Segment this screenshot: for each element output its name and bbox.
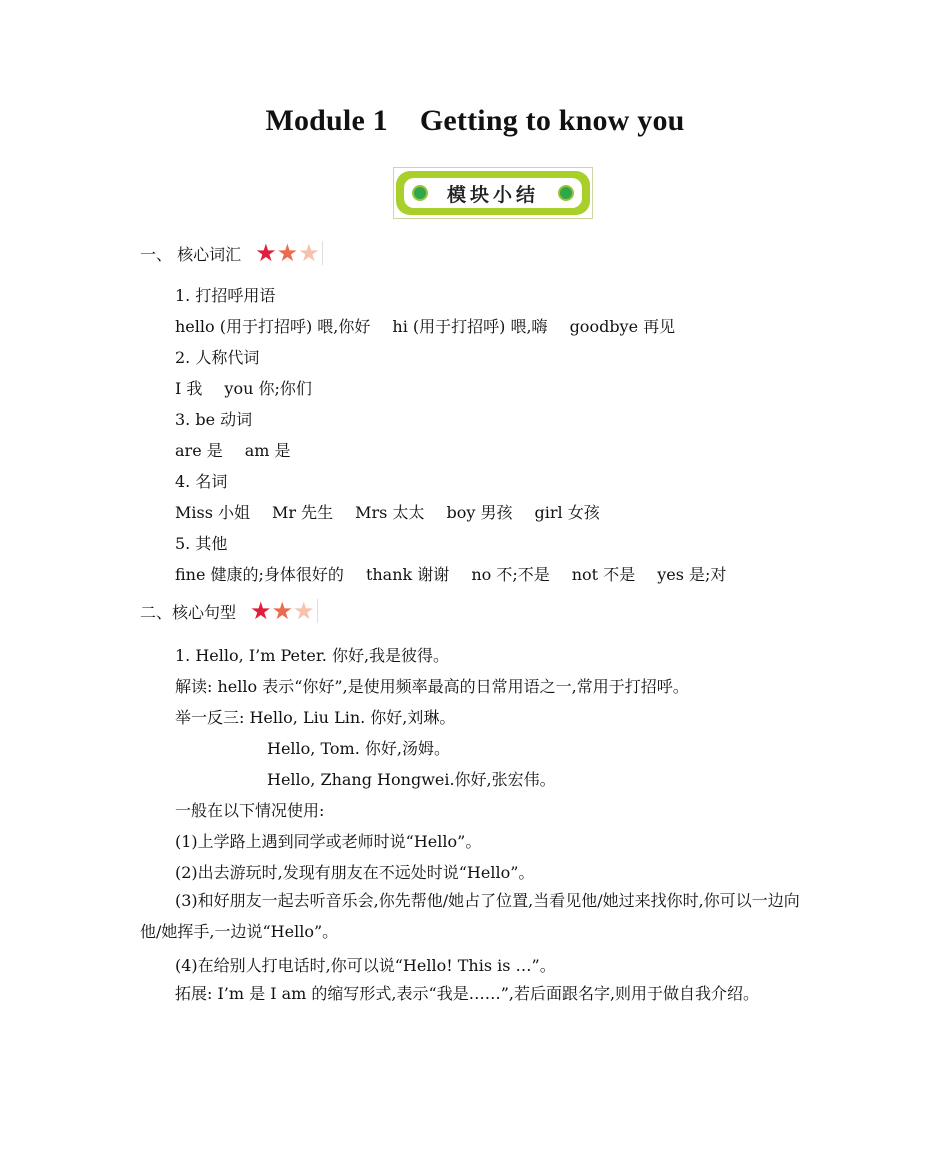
star-icon: ★ <box>293 597 315 625</box>
vocab-category: 5. 其他 <box>175 534 228 553</box>
sentence-paragraph: 拓展: I’m 是 I am 的缩写形式,表示“我是……”,若后面跟名字,则用于做自我介绍。 <box>175 984 760 1003</box>
vocab-item: hi (用于打招呼) 喂,嗨 <box>392 317 548 336</box>
vocab-item: hello (用于打招呼) 喂,你好 <box>175 317 371 336</box>
vocab-item: am 是 <box>244 441 291 460</box>
sentence-line: 一般在以下情况使用: <box>175 801 325 820</box>
sentence-line: Hello, Tom. 你好,汤姆。 <box>267 739 450 758</box>
rating-stars <box>250 599 318 623</box>
sentence-line: (2)出去游玩时,发现有朋友在不远处时说“Hello”。 <box>175 863 535 882</box>
vocab-row <box>175 376 312 399</box>
page-title <box>0 104 950 138</box>
sentence-line: 1. Hello, I’m Peter. 你好,我是彼得。 <box>175 646 450 665</box>
vocab-row <box>175 500 600 523</box>
rating-stars <box>255 241 323 265</box>
star-icon: ★ <box>298 239 320 267</box>
vocab-item: yes 是;对 <box>657 565 727 584</box>
vocab-item: Mrs 太太 <box>355 503 425 522</box>
vocab-item: not 不是 <box>571 565 636 584</box>
sentence-line: Hello, Zhang Hongwei.你好,张宏伟。 <box>267 770 556 789</box>
vocab-row <box>175 562 726 585</box>
green-dot-icon <box>558 185 574 201</box>
vocab-item: are 是 <box>175 441 223 460</box>
vocab-item: no 不;不是 <box>471 565 550 584</box>
vocab-item: goodbye 再见 <box>569 317 676 336</box>
section-heading-text: 一、 核心词汇 <box>140 244 242 264</box>
sentence-line: 举一反三: Hello, Liu Lin. 你好,刘琳。 <box>175 708 456 727</box>
vocab-item: thank 谢谢 <box>365 565 450 584</box>
vocab-item: I 我 <box>175 379 203 398</box>
star-icon: ★ <box>271 597 294 625</box>
star-icon: ★ <box>250 597 272 625</box>
vocab-item: boy 男孩 <box>446 503 513 522</box>
vocab-item: Mr 先生 <box>272 503 334 522</box>
vocab-item: you 你;你们 <box>224 379 312 398</box>
star-icon: ★ <box>255 239 277 267</box>
vocab-row <box>175 438 291 461</box>
vocab-category: 4. 名词 <box>175 472 228 491</box>
sentence-paragraph: (3)和好朋友一起去听音乐会,你先帮他/她占了位置,当看见他/她过来找你时,你可以一边向他/她挥手,一边说“Hello”。 <box>140 891 800 941</box>
vocab-category: 1. 打招呼用语 <box>175 286 276 305</box>
star-icon: ★ <box>276 239 299 267</box>
vocab-item: girl 女孩 <box>534 503 600 522</box>
module-summary-badge <box>393 167 593 219</box>
section-heading-text: 二、核心句型 <box>140 602 237 622</box>
section-heading-vocabulary <box>140 241 323 265</box>
vocab-category: 2. 人称代词 <box>175 348 260 367</box>
title-module: Module 1 <box>265 104 388 137</box>
sentence-line: (4)在给别人打电话时,你可以说“Hello! This is …”。 <box>175 956 556 975</box>
vocab-item: fine 健康的;身体很好的 <box>175 565 344 584</box>
vocab-row <box>175 314 675 337</box>
section-heading-sentences <box>140 599 318 623</box>
vocab-item: Miss 小姐 <box>175 503 251 522</box>
sentence-line: 解读: hello 表示“你好”,是使用频率最高的日常用语之一,常用于打招呼。 <box>175 677 689 696</box>
sentence-line: (1)上学路上遇到同学或老师时说“Hello”。 <box>175 832 482 851</box>
title-topic: Getting to know you <box>419 104 685 137</box>
green-dot-icon <box>412 185 428 201</box>
vocab-category: 3. be 动词 <box>175 410 253 429</box>
badge-label: 模块小结 <box>446 183 539 206</box>
